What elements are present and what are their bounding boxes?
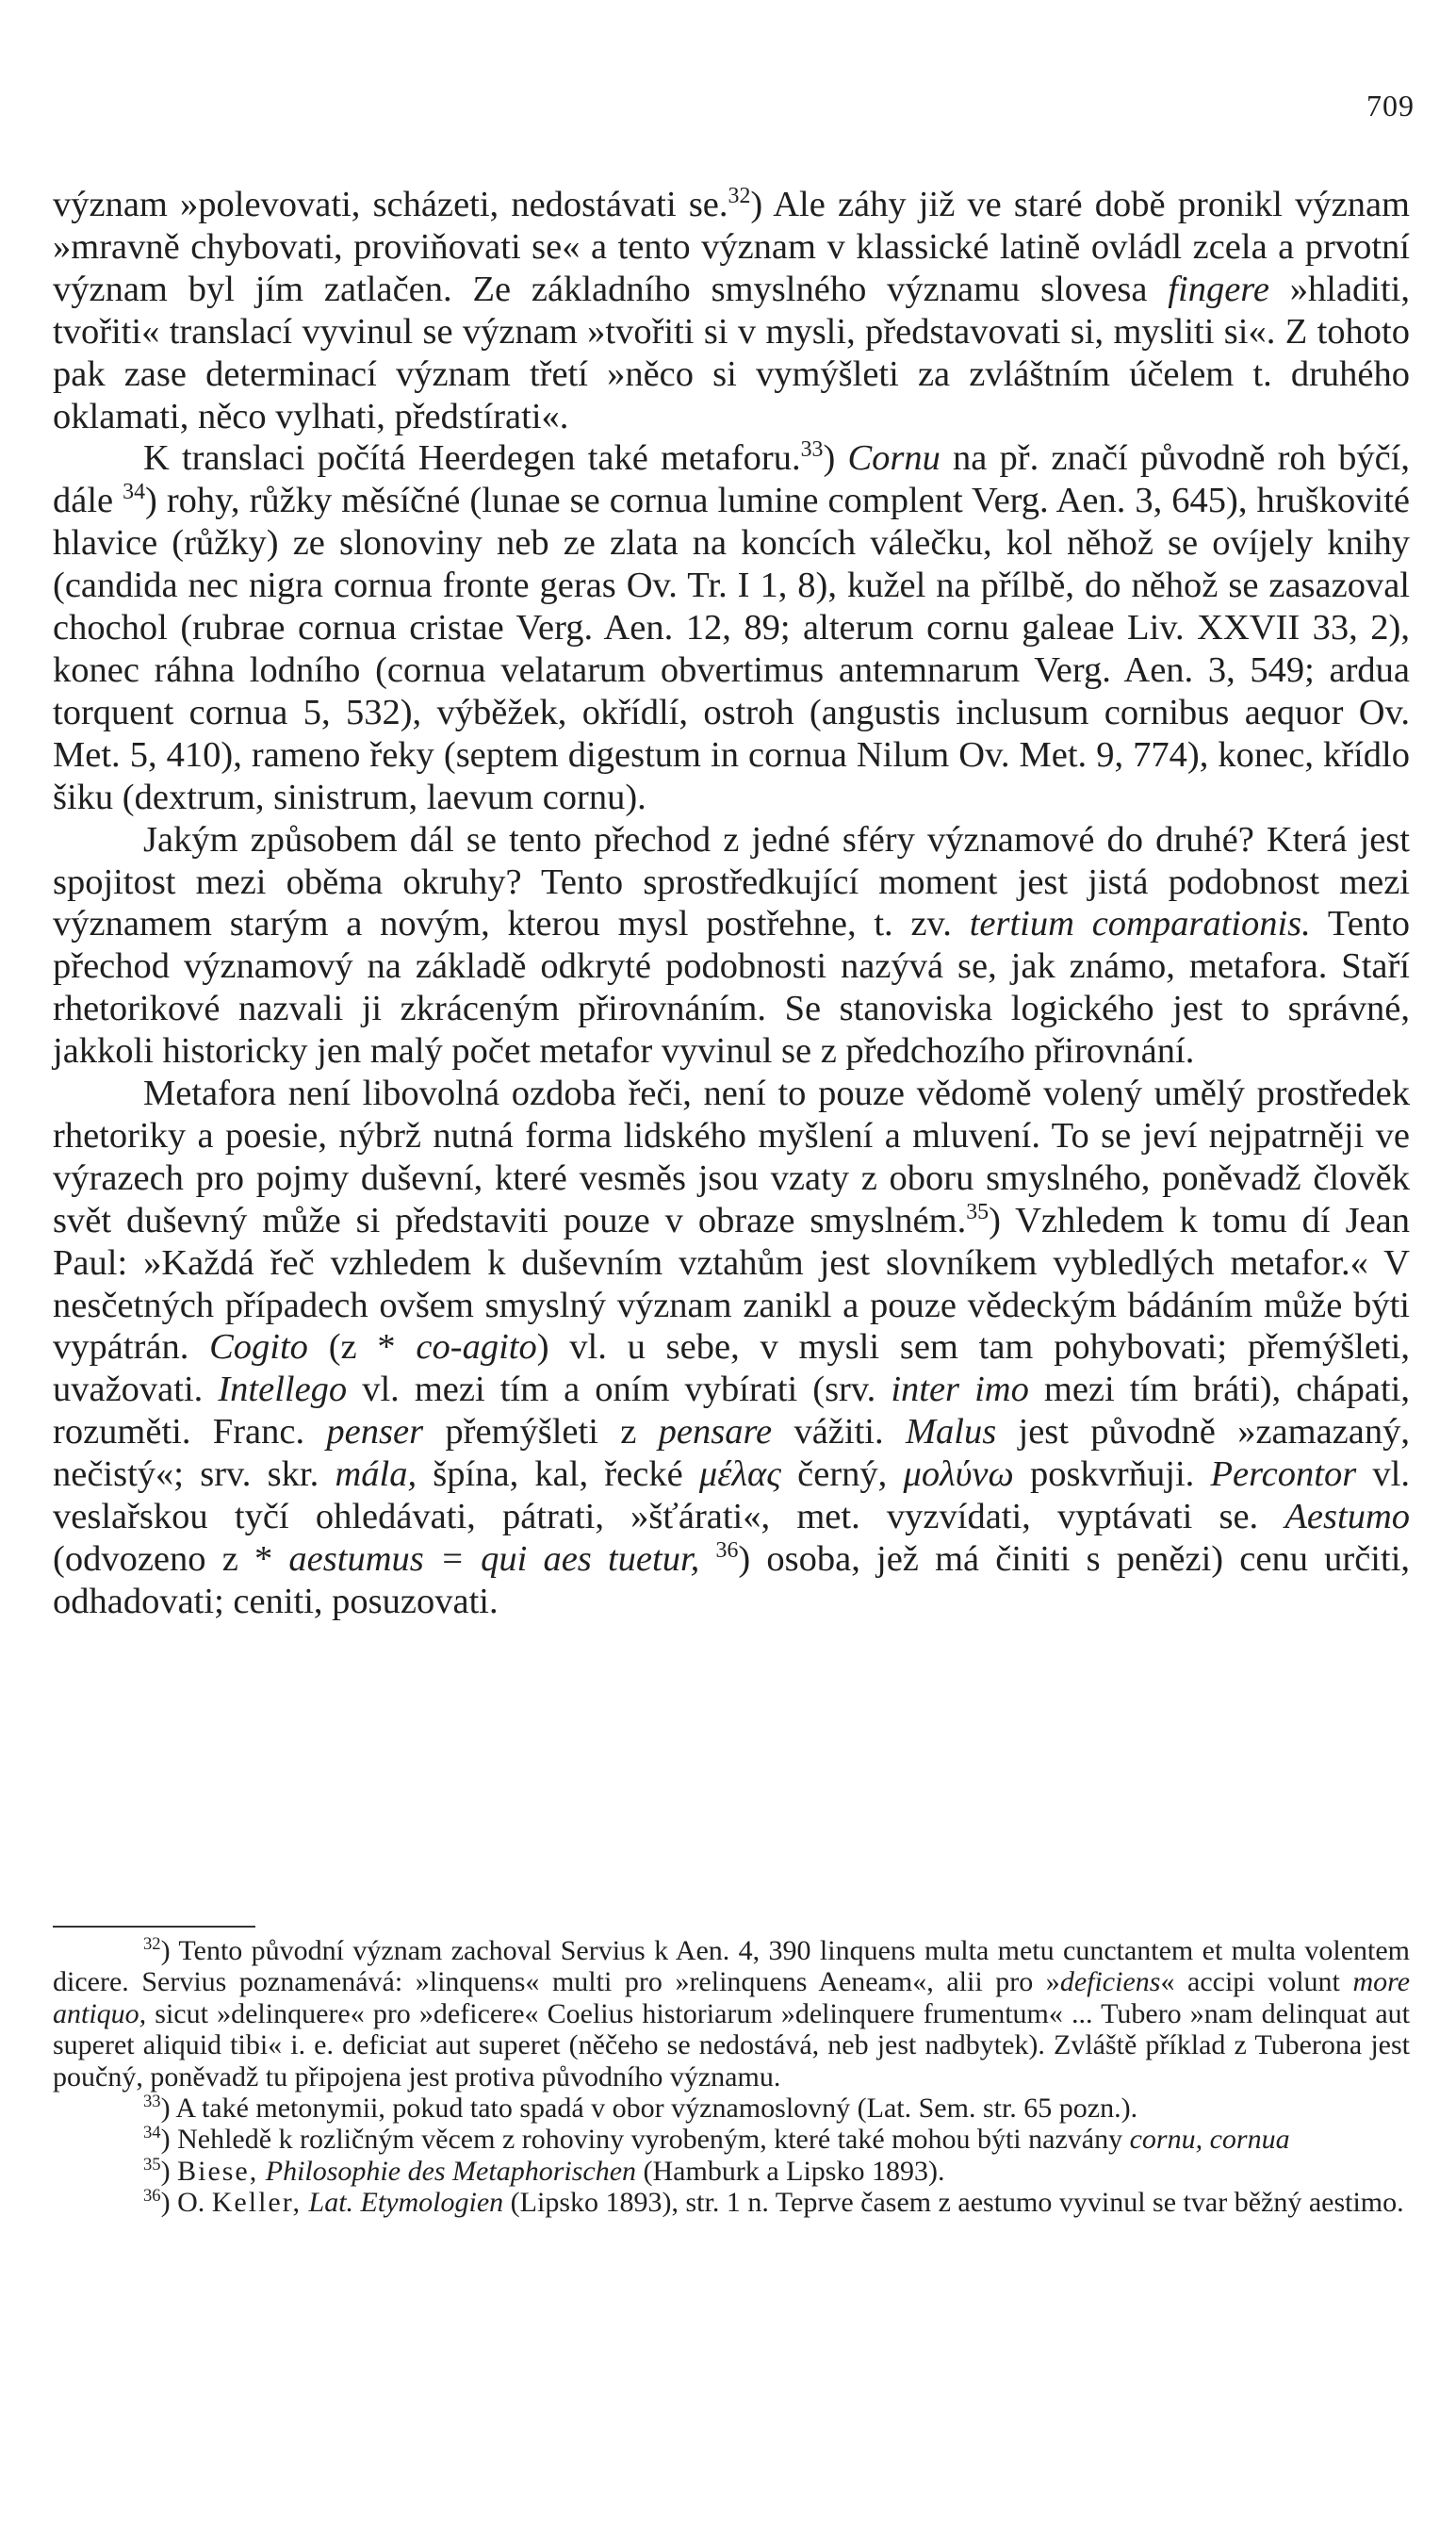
text-run: ) rohy, růžky měsíčné (lunae se cornua lumine complent Verg. Aen. 3, 645), hruškovité hlavice (růžky) ze slonoviny neb ze zlata na koncích válečku, kol něhož se ovíjely knihy (candida nec nigra cornua fronte geras Ov. Tr. I 1, 8), kužel na přílbě, do něhož se zasazoval chochol (rubrae cornua cristae Verg. Aen. 12, 89; alterum cornu galeae Liv. XXVII 33, 2), konec ráhna lodního (cornua velatarum obvertimus antemnarum Verg. Aen. 3, 549; ardua torquent cornua 5, 532), výběžek, okřídlí, ostroh (angustis inclusum cornibus aequor Ov. Met. 5, 410), rameno řeky (septem digestum in cornua Nilum Ov. Met. 9, 774), konec, křídlo šiku (dextrum, sinistrum, laevum cornu). [53,481,1411,817]
italic-text: more antiquo, [53,1966,1411,2029]
text-run [258,2156,266,2187]
text-run: ) A také metonymii, pokud tato spadá v obor významoslovný (Lat. Sem. str. 65 pozn.). [160,2093,1138,2125]
text-run [302,2187,309,2218]
footnote-marker: 33 [800,437,824,463]
paragraph-2 [53,437,1410,818]
text-run: vl. mezi tím a oním vybírati (srv. [347,1370,892,1410]
text-run: sicut »delinquere« pro »deficere« Coelius historiarum »delinquere frumentum« ... Tubero »nam delinquat aut superet aliquid tibi« i. e. deficiat aut superet (něčeho se nedostává, neb jest nadbytek). Zvláště příklad z Tuberona jest poučný, poněvadž tu připojena jest protiva původního významu. [53,1997,1410,2093]
footnote-marker: 36 [715,1538,739,1564]
italic-text: pensare [658,1412,773,1453]
text-run: « accipi volunt [1160,1966,1353,1998]
text-run: (Hamburk a Lipsko 1893). [636,2155,945,2187]
footnote-marker: 32 [143,1934,161,1954]
italic-text: fingere [1168,269,1269,309]
italic-text: co-agito [416,1327,537,1368]
footnote-marker: 32 [728,184,751,209]
text-run: »hladiti, tvořiti« translací vyvinul se význam »tvořiti si v mysli, představovati si, mysliti si«. Z tohoto pak zase determinací význam třetí »něco si vymýšleti za zvláštním účelem t. druhého oklamati, něco vylhati, předstírati«. [53,269,1411,436]
italic-text: penser [326,1412,424,1453]
italic-text: deficiens [1059,1966,1161,1998]
italic-text: μολύνω [903,1454,1014,1495]
text-run: ) [823,438,848,479]
footnote-marker: 35 [143,2154,161,2175]
paragraph-1 [53,184,1410,437]
text-run: Metafora není libovolná ozdoba řeči, není to pouze vědomě volený umělý prostředek rhetoriky a poesie, nýbrž nutná forma lidského myšlení a mluvení. To se jeví nejpatrněji ve výrazech pro pojmy duševní, které vesměs jsou vzaty z oboru smyslného, poněvadž člověk svět duševný může si představiti pouze v obraze smyslném. [53,1074,1410,1240]
footnote-marker: 35 [966,1199,990,1224]
paragraph-3 [53,819,1410,1073]
text-run: ) O. [160,2187,212,2219]
text-run: na př. značí původně roh býčí, dále [53,438,1410,521]
text-run: ) Ale záhy již ve staré době pronikl význam »mravně chybovati, proviňovati se« a tento význam v klassické latině ovládl zcela a prvotní význam byl jím zatlačen. Ze základního smyslného významu slovesa [53,185,1410,309]
text-run: K translaci počítá Heerdegen také metaforu. [143,438,801,479]
text-run: ) osoba, jež má činiti s penězi) cenu určiti, odhadovati; ceniti, posuzovati. [53,1539,1411,1621]
text-run: ) [160,2155,178,2187]
italic-text: μέλας [698,1454,781,1495]
footnote-36 [53,2187,1410,2218]
footnote-separator [53,1926,255,1928]
italic-text: inter imo [891,1370,1029,1410]
footnotes [53,1935,1410,2219]
text-run: černý, [780,1454,904,1495]
footnote-35 [53,2156,1410,2187]
text-run: poskvrňuji. [1013,1454,1211,1495]
text-run: mezi tím bráti), chápati, rozuměti. Franc. [53,1370,1410,1453]
italic-text: Philosophie des Metaphorischen [265,2155,637,2187]
text-run [699,1539,715,1579]
italic-text: Malus [905,1412,997,1453]
footnote-marker: 33 [143,2092,161,2112]
text-run: (Lipsko 1893), str. 1 n. Teprve časem z aestumo vyvinul se tvar běžný aestimo. [503,2187,1404,2219]
italic-text: tertium comparationis. [969,904,1311,944]
italic-text: Lat. Etymologien [308,2187,504,2219]
footnote-33 [53,2093,1410,2124]
text-run: vážiti. [772,1412,906,1453]
text-run: (odvozeno z * [53,1539,289,1579]
page-number: 709 [1366,89,1415,123]
text-run: (z * [307,1327,417,1368]
italic-text: mála, [335,1454,417,1495]
text-run: Keller, [211,2187,303,2219]
text-run: ) Nehledě k rozličným věcem z rohoviny vyrobeným, které také mohou býti nazvány [160,2124,1130,2156]
footnote-32 [53,1935,1410,2093]
text-run: ) Tento původní význam zachoval Servius k Aen. 4, 390 linquens multa metu cunctantem et multa volentem dicere. Servius poznamenává: »linquens« multi pro »relinquens Aeneam«, alii pro » [53,1935,1410,1998]
italic-text: Aestumo [1284,1497,1410,1537]
main-text [53,184,1410,1623]
italic-text: Intellego [218,1370,348,1410]
text-run: přemýšleti z [423,1412,659,1453]
italic-text: aestumus = qui aes tuetur, [288,1539,700,1579]
text-run: jest původně »zamazaný, nečistý«; srv. skr. [53,1412,1410,1495]
paragraph-4 [53,1073,1410,1623]
footnote-marker: 34 [123,480,146,505]
text-run: špína, kal, řecké [417,1454,699,1495]
text-run: Biese, [177,2155,259,2187]
italic-text: Cogito [209,1327,308,1368]
footnote-34 [53,2124,1410,2155]
text-run: Tento přechod významový na základě odkryté podobnosti nazývá se, jak známo, metafora. Staří rhetorikové nazvali ji zkráceným přirovnáním. Se stanoviska logického jest to správné, jakkoli historicky jen malý počet metafor vyvinul se z předchozího přirovnání. [53,904,1410,1072]
text-run: ) vl. u sebe, v mysli sem tam pohybovati; přemýšleti, uvažovati. [53,1327,1410,1410]
italic-text: Percontor [1210,1454,1357,1495]
text-run: ) Vzhledem k tomu dí Jean Paul: »Každá řeč vzhledem k duševním vztahům jest slovníkem vybledlých metafor.« V nesčetných případech ovšem smyslný význam zanikl a pouze vědeckým bádáním může býti vypátrán. [53,1200,1410,1368]
italic-text: Cornu [847,438,941,479]
text-run: vl. veslařskou tyčí ohledávati, pátrati, »šťárati«, met. vyzvídati, vyptávati se. [53,1454,1410,1537]
text-run: význam »polevovati, scházeti, nedostávati se. [53,185,728,224]
footnote-marker: 34 [143,2123,161,2143]
footnote-marker: 36 [143,2186,161,2207]
text-run: Jakým způsobem dál se tento přechod z jedné sféry významové do druhé? Která jest spojitost mezi oběma okruhy? Tento sprostředkující moment jest jistá podobnost mezi významem starým a novým, kterou mysl postřehne, t. zv. [53,819,1410,944]
italic-text: cornu, cornua [1129,2124,1290,2156]
